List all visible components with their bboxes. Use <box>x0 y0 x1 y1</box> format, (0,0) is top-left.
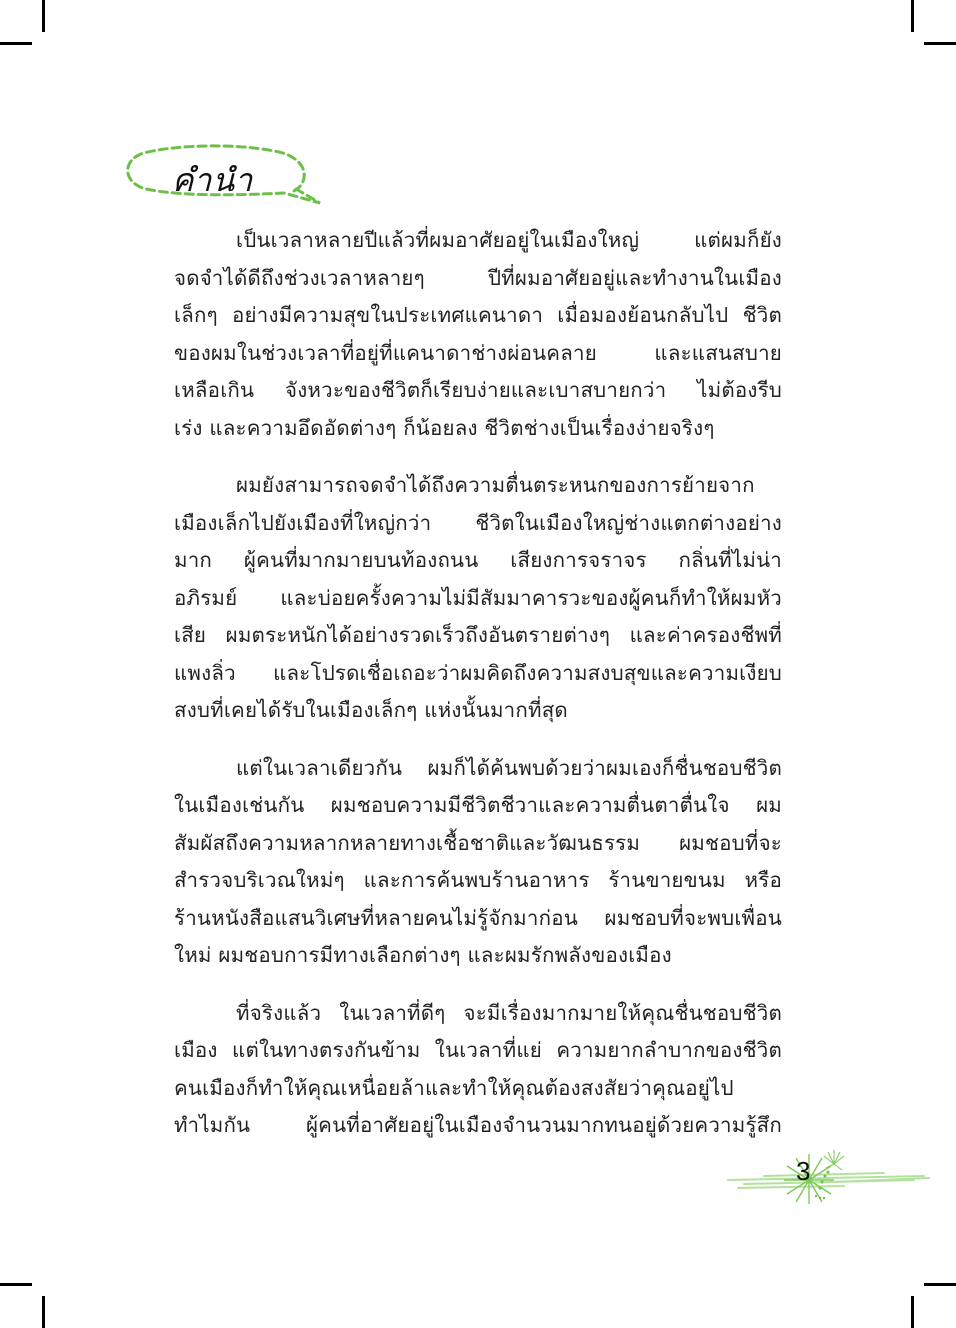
text-line: แต่ในเวลาเดียวกัน ผมก็ได้ค้นพบด้วยว่าผมเองก็ชื่นชอบชีวิต <box>236 755 782 780</box>
paragraph-4 <box>174 995 782 1145</box>
text-line: เมืองเล็กไปยังเมืองที่ใหญ่กว่า ชีวิตในเมืองใหญ่ช่างแตกต่างอย่าง <box>174 510 782 535</box>
crop-mark-bottom-right-horizontal <box>924 1283 956 1286</box>
text-line: ในเมืองเช่นกัน ผมชอบความมีชีวิตชีวาและความตื่นตาตื่นใจ ผม <box>174 793 782 817</box>
flower-brush-icon <box>724 1146 934 1206</box>
text-line: สงบที่เคยได้รับในเมืองเล็กๆ แห่งนั้นมากที่สุด <box>174 698 568 722</box>
text-line: ใหม่ ผมชอบการมีทางเลือกต่างๆ และผมรักพลังของเมือง <box>174 943 672 967</box>
heading-speech-bubble <box>124 143 324 207</box>
page-number: 3 <box>796 1156 811 1186</box>
text-line: จดจำได้ดีถึงช่วงเวลาหลายๆ ปีที่ผมอาศัยอยู่และทำงานในเมือง <box>174 265 782 290</box>
text-line: เหลือเกิน จังหวะของชีวิตก็เรียบง่ายและเบาสบายกว่า ไม่ต้องรีบ <box>174 378 782 402</box>
text-line: ร้านหนังสือแสนวิเศษที่หลายคนไม่รู้จักมาก่อน ผมชอบที่จะพบเพื่อน <box>174 905 782 930</box>
paragraph-3 <box>174 750 782 975</box>
text-line: แพงลิ่ว และโปรดเชื่อเถอะว่าผมคิดถึงความสงบสุขและความเงียบ <box>174 660 782 685</box>
body-text <box>174 222 782 1165</box>
text-line: คนเมืองก็ทำให้คุณเหนื่อยล้าและทำให้คุณต้องสงสัยว่าคุณอยู่ไป <box>174 1075 734 1100</box>
text-line: ทำไมกัน ผู้คนที่อาศัยอยู่ในเมืองจำนวนมากทนอยู่ด้วยความรู้สึก <box>174 1113 782 1137</box>
crop-mark-top-right-horizontal <box>924 42 956 45</box>
text-line: สัมผัสถึงความหลากหลายทางเชื้อชาติและวัฒนธรรม ผมชอบที่จะ <box>174 830 782 855</box>
crop-mark-top-left-horizontal <box>0 42 32 45</box>
paragraph-2 <box>174 467 782 730</box>
text-line: อภิรมย์ และบ่อยครั้งความไม่มีสัมมาคารวะของผู้คนก็ทำให้ผมหัว <box>174 585 782 610</box>
text-line: เป็นเวลาหลายปีแล้วที่ผมอาศัยอยู่ในเมืองใหญ่ แต่ผมก็ยัง <box>236 228 782 252</box>
crop-mark-top-left-vertical <box>42 0 45 32</box>
text-line: ของผมในช่วงเวลาที่อยู่ที่แคนาดาช่างผ่อนคลาย และแสนสบาย <box>174 340 782 365</box>
text-line: เล็กๆ อย่างมีความสุขในประเทศแคนาดา เมื่อมองย้อนกลับไป ชีวิต <box>174 303 782 327</box>
crop-mark-bottom-right-vertical <box>911 1296 914 1328</box>
text-line: ที่จริงแล้ว ในเวลาที่ดีๆ จะมีเรื่องมากมายให้คุณชื่นชอบชีวิต <box>236 1000 782 1025</box>
text-line: ผมยังสามารถจดจำได้ถึงความตื่นตระหนกของการย้ายจาก <box>236 473 755 497</box>
crop-mark-top-right-vertical <box>911 0 914 32</box>
text-line: เสีย ผมตระหนักได้อย่างรวดเร็วถึงอันตรายต่างๆ และค่าครองชีพที่ <box>174 623 782 647</box>
page-title: คำนำ <box>172 161 254 199</box>
text-line: สำรวจบริเวณใหม่ๆ และการค้นพบร้านอาหาร ร้านขายขนม หรือ <box>174 868 782 892</box>
text-line: เร่ง และความอึดอัดต่างๆ ก็น้อยลง ชีวิตช่างเป็นเรื่องง่ายจริงๆ <box>174 415 715 440</box>
text-line: เมือง แต่ในทางตรงกันข้าม ในเวลาที่แย่ ความยากลำบากของชีวิต <box>174 1038 782 1062</box>
paragraph-1 <box>174 222 782 447</box>
crop-mark-bottom-left-vertical <box>42 1296 45 1328</box>
crop-mark-bottom-left-horizontal <box>0 1283 32 1286</box>
text-line: มาก ผู้คนที่มากมายบนท้องถนน เสียงการจราจร กลิ่นที่ไม่น่า <box>174 548 782 572</box>
page-number-decoration <box>724 1146 934 1206</box>
